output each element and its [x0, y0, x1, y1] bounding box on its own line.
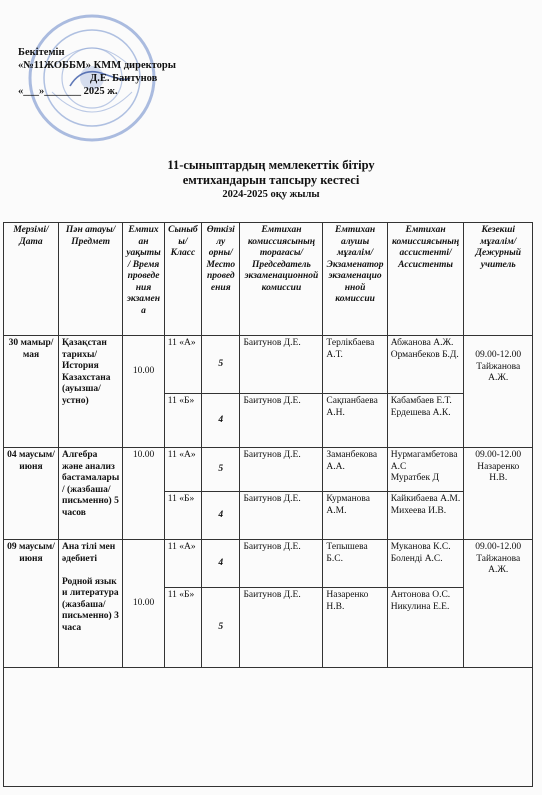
exam-chair: Баитунов Д.Е.: [240, 336, 323, 394]
document-title: [0, 158, 542, 201]
exam-room: 4: [202, 394, 240, 448]
approval-director-name: Д.Е. Баитунов: [90, 73, 158, 84]
header-date: Мерзімі/ Дата: [4, 223, 59, 336]
table-row: [4, 448, 533, 492]
exam-class: 11 «Б»: [164, 588, 201, 668]
exam-date: 09 маусым/ июня: [4, 540, 59, 668]
exam-assistants: Абжанова А.Ж. Орманбеков Б.Д.: [387, 336, 464, 394]
header-duty: Кезекші мұғалім/ Дежурный учитель: [464, 223, 533, 336]
exam-assistants: Кабамбаев Е.Т. Ердешева А.К.: [387, 394, 464, 448]
exam-chair: Баитунов Д.Е.: [240, 588, 323, 668]
exam-assistants: Нурмагамбетова А.С Муратбек Д: [387, 448, 464, 492]
exam-chair: Баитунов Д.Е.: [240, 540, 323, 588]
exam-examiner: Тепышева Б.С.: [323, 540, 387, 588]
exam-date: 04 маусым/ июня: [4, 448, 59, 540]
exam-examiner: Терлікбаева А.Т.: [323, 336, 387, 394]
header-subject: Пән атауы/ Предмет: [58, 223, 122, 336]
title-line-1: 11-сыныптардың мемлекеттік бітіру: [167, 158, 375, 172]
header-assistants: Емтихан комиссиясының ассистенті/ Ассистенты: [387, 223, 464, 336]
empty-cell: [4, 668, 533, 787]
exam-assistants: Антонова О.С. Никулина Е.Е.: [387, 588, 464, 668]
exam-schedule-table: [3, 222, 533, 787]
exam-class: 11 «Б»: [164, 394, 201, 448]
empty-row: [4, 668, 533, 787]
approval-block: [18, 46, 176, 98]
header-chair: Емтихан комиссиясының торағасы/ Председатель экзаменационной комиссии: [240, 223, 323, 336]
exam-date: 30 мамыр/ мая: [4, 336, 59, 448]
exam-subject: Ана тілі мен әдебиеті Родной язык и литература (жазбаша/ письменно) 3 часа: [58, 540, 122, 668]
exam-room: 4: [202, 540, 240, 588]
table-row: [4, 336, 533, 394]
exam-assistants: Муканова К.С. Боленді А.С.: [387, 540, 464, 588]
approval-director: «№11ЖОББМ» КММ директоры: [18, 60, 176, 71]
exam-subject: Алгебра және анализ бастамалары/ (жазбаша/ письменно) 5 часов: [58, 448, 122, 540]
exam-chair: Баитунов Д.Е.: [240, 394, 323, 448]
header-row: [4, 223, 533, 336]
exam-class: 11 «А»: [164, 336, 201, 394]
exam-time: 10.00: [123, 336, 164, 448]
header-class: Сыныбы/ Класс: [164, 223, 201, 336]
exam-room: 4: [202, 492, 240, 540]
header-time: Емтихан уақыты/ Время проведения экзамена: [123, 223, 164, 336]
exam-duty: 09.00-12.00 Тайжанова А.Ж.: [464, 540, 533, 668]
exam-room: 5: [202, 448, 240, 492]
approval-date: «___»_______ 2025 ж.: [18, 86, 118, 97]
exam-examiner: Назаренко Н.В.: [323, 588, 387, 668]
exam-class: 11 «Б»: [164, 492, 201, 540]
exam-class: 11 «А»: [164, 540, 201, 588]
exam-examiner: Курманова А.М.: [323, 492, 387, 540]
approval-approve: Бекітемін: [18, 47, 65, 58]
title-line-2: емтихандарын тапсыру кестесі: [182, 173, 360, 187]
exam-chair: Баитунов Д.Е.: [240, 492, 323, 540]
exam-room: 5: [202, 588, 240, 668]
header-room: Өткізілу орны/ Место проведения: [202, 223, 240, 336]
exam-chair: Баитунов Д.Е.: [240, 448, 323, 492]
exam-duty: 09.00-12.00 Тайжанова А.Ж.: [464, 336, 533, 448]
exam-time: 10.00: [123, 540, 164, 668]
exam-examiner: Заманбекова А.А.: [323, 448, 387, 492]
title-academic-year: 2024-2025 оқу жылы: [222, 189, 320, 200]
exam-assistants: Кайкибаева А.М. Михеева И.В.: [387, 492, 464, 540]
exam-duty: 09.00-12.00 Назаренко Н.В.: [464, 448, 533, 540]
exam-subject: Қазақстан тарихы/ История Казахстана (ауызша/ устно): [58, 336, 122, 448]
exam-examiner: Сақпанбаева А.Н.: [323, 394, 387, 448]
exam-room: 5: [202, 336, 240, 394]
exam-time: 10.00: [123, 448, 164, 540]
exam-class: 11 «А»: [164, 448, 201, 492]
table-row: [4, 540, 533, 588]
header-examiner: Емтихан алушы мұғалім/ Экзаменатор экзаменационной комиссии: [323, 223, 387, 336]
